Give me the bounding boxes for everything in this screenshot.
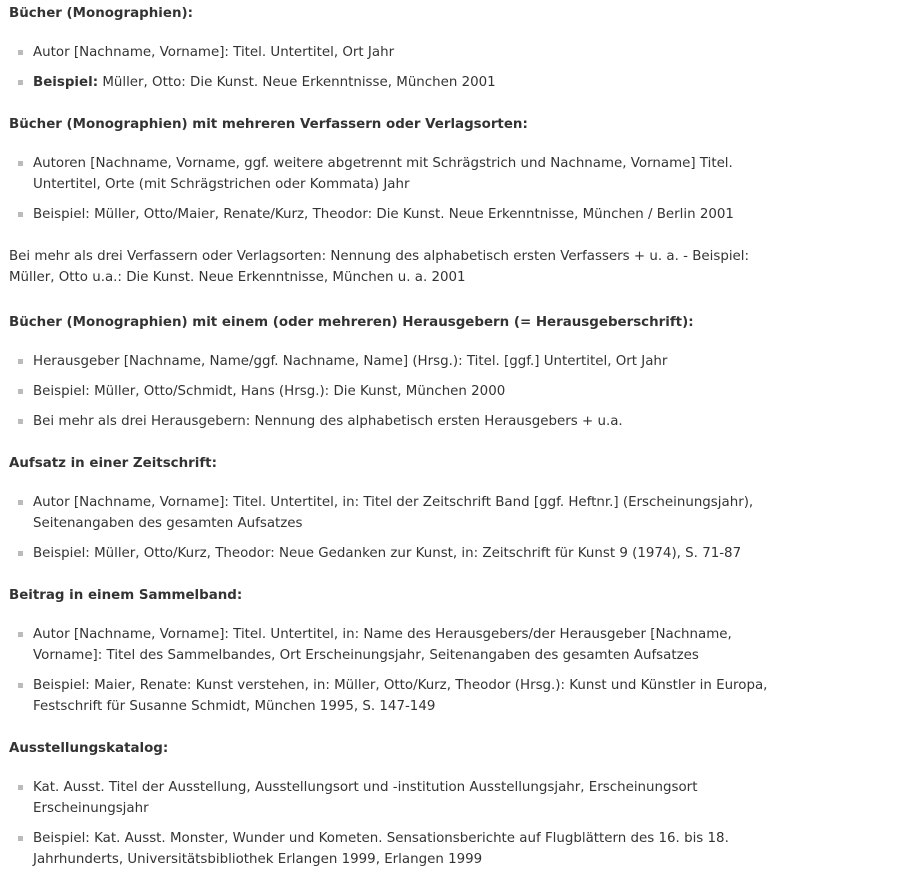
list-item bbox=[9, 624, 920, 666]
section-heading: Ausstellungskatalog: bbox=[9, 741, 169, 756]
bullet-list bbox=[9, 351, 920, 441]
bullet-list bbox=[9, 492, 920, 573]
item-line bbox=[33, 849, 920, 870]
item-line bbox=[33, 381, 920, 402]
bullet-list bbox=[9, 153, 920, 234]
bullet-list bbox=[9, 624, 920, 726]
list-item bbox=[9, 351, 920, 372]
item-line bbox=[33, 513, 920, 534]
list-item bbox=[9, 72, 920, 93]
note-line: Müller, Otto u.a.: Die Kunst. Neue Erkenntnisse, München u. a. 2001 bbox=[9, 270, 466, 285]
item-line bbox=[33, 624, 920, 645]
item-text: Beispiel: Müller, Otto/Maier, Renate/Kurz, Theodor: Die Kunst. Neue Erkenntnisse, München / Berlin 2001 bbox=[33, 207, 734, 222]
item-line bbox=[33, 828, 920, 849]
bullet-list bbox=[9, 42, 920, 102]
item-text: Untertitel, Orte (mit Schrägstrichen oder Kommata) Jahr bbox=[33, 177, 410, 192]
list-item bbox=[9, 204, 920, 225]
section-heading: Bücher (Monographien): bbox=[9, 6, 193, 21]
item-text: Autor [Nachname, Vorname]: Titel. Untertitel, in: Titel der Zeitschrift Band [ggf. Heftnr.] (Erscheinungsjahr), bbox=[33, 495, 754, 510]
bold-label: Beispiel: bbox=[33, 75, 99, 90]
list-item bbox=[9, 777, 920, 819]
list-item bbox=[9, 42, 920, 63]
item-line bbox=[33, 645, 920, 666]
note-paragraph bbox=[9, 246, 920, 288]
section-heading: Beitrag in einem Sammelband: bbox=[9, 588, 243, 603]
item-text: Beispiel: Maier, Renate: Kunst verstehen, in: Müller, Otto/Kurz, Theodor (Hrsg.): Kunst und Künstler in Europa, bbox=[33, 678, 768, 693]
item-text: Autor [Nachname, Vorname]: Titel. Untertitel, in: Name des Herausgebers/der Herausgeber [Nachname, bbox=[33, 627, 732, 642]
item-text: Bei mehr als drei Herausgebern: Nennung des alphabetisch ersten Herausgebers + u.a. bbox=[33, 414, 623, 429]
item-text: Herausgeber [Nachname, Name/ggf. Nachname, Name] (Hrsg.): Titel. [ggf.] Untertitel, Ort Jahr bbox=[33, 354, 668, 369]
list-item bbox=[9, 828, 920, 870]
item-line bbox=[33, 696, 920, 717]
item-line bbox=[33, 153, 920, 174]
item-text: Beispiel: Müller, Otto/Schmidt, Hans (Hrsg.): Die Kunst, München 2000 bbox=[33, 384, 506, 399]
item-line bbox=[33, 72, 920, 93]
section-heading: Aufsatz in einer Zeitschrift: bbox=[9, 456, 217, 471]
item-text: Beispiel: Müller, Otto/Kurz, Theodor: Neue Gedanken zur Kunst, in: Zeitschrift für Kunst 9 (1974), S. 71-87 bbox=[33, 546, 742, 561]
item-text: Müller, Otto: Die Kunst. Neue Erkenntnisse, München 2001 bbox=[98, 75, 496, 90]
list-item bbox=[9, 411, 920, 432]
item-line bbox=[33, 351, 920, 372]
item-line bbox=[33, 174, 920, 195]
item-text: Autor [Nachname, Vorname]: Titel. Untertitel, Ort Jahr bbox=[33, 45, 395, 60]
item-text: Beispiel: Kat. Ausst. Monster, Wunder und Kometen. Sensationsberichte auf Flugblättern des 16. bis 18. bbox=[33, 831, 729, 846]
item-text: Seitenangaben des gesamten Aufsatzes bbox=[33, 516, 303, 531]
item-text: Jahrhunderts, Universitätsbibliothek Erlangen 1999, Erlangen 1999 bbox=[33, 852, 483, 867]
item-text: Kat. Ausst. Titel der Ausstellung, Ausstellungsort und -institution Ausstellungsjahr, Erscheinungsort bbox=[33, 780, 698, 795]
section-heading: Bücher (Monographien) mit einem (oder mehreren) Herausgebern (= Herausgeberschrift): bbox=[9, 315, 694, 330]
item-line bbox=[33, 204, 920, 225]
list-item bbox=[9, 675, 920, 717]
list-item bbox=[9, 492, 920, 534]
item-line bbox=[33, 42, 920, 63]
list-item bbox=[9, 381, 920, 402]
item-text: Festschrift für Susanne Schmidt, München 1995, S. 147-149 bbox=[33, 699, 436, 714]
note-line: Bei mehr als drei Verfassern oder Verlagsorten: Nennung des alphabetisch ersten Verfassers + u. a. - Beispiel: bbox=[9, 249, 750, 264]
item-line bbox=[33, 411, 920, 432]
list-item bbox=[9, 543, 920, 564]
section-heading: Bücher (Monographien) mit mehreren Verfassern oder Verlagsorten: bbox=[9, 117, 528, 132]
list-item bbox=[9, 153, 920, 195]
item-line bbox=[33, 777, 920, 798]
item-text: Erscheinungsjahr bbox=[33, 801, 149, 816]
item-line bbox=[33, 798, 920, 819]
item-text: Vorname]: Titel des Sammelbandes, Ort Erscheinungsjahr, Seitenangaben des gesamten Aufsatzes bbox=[33, 648, 699, 663]
item-line bbox=[33, 675, 920, 696]
item-text: Autoren [Nachname, Vorname, ggf. weitere abgetrennt mit Schrägstrich und Nachname, Vorname] Titel. bbox=[33, 156, 733, 171]
item-line bbox=[33, 492, 920, 513]
bullet-list bbox=[9, 777, 920, 879]
item-line bbox=[33, 543, 920, 564]
